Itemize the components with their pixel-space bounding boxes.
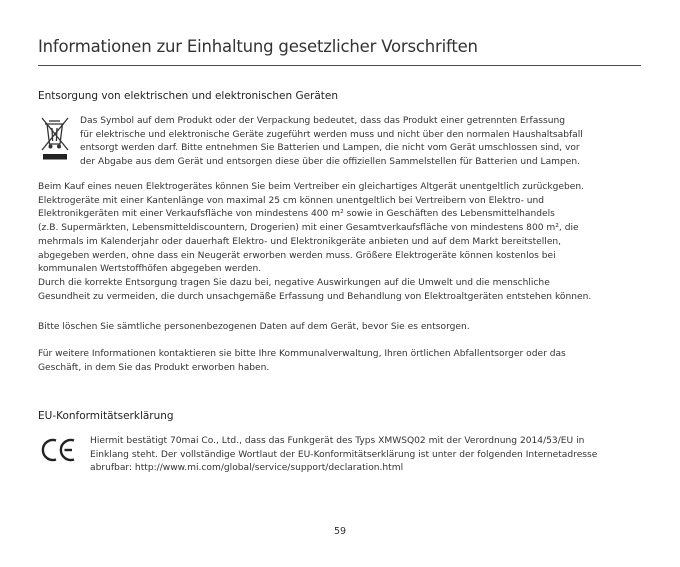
text-line: entsorgt werden darf. Bitte entnehmen Sie Batterien und Lampen, die nicht vom Gerät umschlossen sind, vor: [80, 143, 580, 154]
text-line: abgegeben werden, ohne dass ein Neugerät erworben werden muss. Größere Elektrogeräte können kostenlos bei: [38, 250, 556, 261]
text-line: Für weitere Informationen kontaktieren sie bitte Ihre Kommunalverwaltung, Ihren örtlichen Abfallentsorger oder das: [38, 349, 566, 359]
text-line: Bitte löschen Sie sämtliche personenbezogenen Daten auf dem Gerät, bevor Sie es entsorgen.: [38, 322, 470, 332]
text-line: Das Symbol auf dem Produkt oder der Verpackung bedeutet, dass das Produkt einer getrennten Erfassung: [80, 116, 566, 126]
text-line: Durch die korrekte Entsorgung tragen Sie dazu bei, negative Auswirkungen auf die Umwelt und die menschliche: [38, 277, 550, 288]
text-line: Einklang steht. Der vollständige Wortlaut der EU-Konformitätserklärung ist unter der folgenden Internetadresse: [90, 449, 598, 460]
text-line: kommunalen Wertstoffhöfen abgegeben werden.: [38, 264, 262, 275]
title-divider: [38, 65, 641, 66]
text-line: Hiermit bestätigt 70mai Co., Ltd., dass das Funkgerät des Typs XMWSQ02 mit der Verordnung 2014/53/EU in: [90, 436, 585, 446]
delete-data-text: [38, 321, 470, 335]
text-line: abrufbar: http://www.mi.com/global/service/support/declaration.html: [90, 463, 404, 474]
contact-text: [38, 348, 566, 375]
disposal-heading: Entsorgung von elektrischen und elektronischen Geräten: [38, 90, 339, 102]
text-line: Geschäft, in dem Sie das Produkt erworben haben.: [38, 362, 270, 373]
text-line: (z.B. Supermärkten, Lebensmitteldiscountern, Drogerien) mit einer Gesamtverkaufsfläche von mindestens 800 m², die: [38, 223, 579, 234]
text-line: für elektrische und elektronische Geräte zugeführt werden muss und nicht über den normalen Haushaltsabfall: [80, 129, 583, 140]
ce-mark-icon: [41, 437, 81, 463]
text-line: Beim Kauf eines neuen Elektrogerätes können Sie beim Vertreiber ein gleichartiges Altgerät unentgeltlich zurückgeben.: [38, 182, 584, 192]
text-line: mehrmals im Kalenderjahr oder dauerhaft Elektro- und Elektronikgeräte anbieten und auf dem Markt bereitstellen,: [38, 236, 562, 247]
text-line: Elektrogeräte mit einer Kantenlänge von maximal 25 cm können unentgeltlich bei Vertreibern von Elektro- und: [38, 195, 545, 206]
text-line: Elektronikgeräten mit einer Verkaufsfläche von mindestens 400 m² sowie in Geschäften des Lebensmittelhandels: [38, 209, 555, 220]
eu-heading: EU-Konformitätserklärung: [38, 410, 174, 422]
page-number: 59: [333, 526, 347, 537]
disposal-symbol-text: [80, 115, 583, 170]
page-title: Informationen zur Einhaltung gesetzlicher Vorschriften: [38, 37, 478, 56]
crossed-out-wheelie-bin-icon: [40, 116, 70, 162]
eu-declaration-text: [90, 435, 597, 476]
text-line: Gesundheit zu vermeiden, die durch unsachgemäße Erfassung und Behandlung von Elektroaltgeräten entstehen können.: [38, 291, 592, 302]
text-line: der Abgabe aus dem Gerät und entsorgen diese über die offiziellen Sammelstellen für Batterien und Lampen.: [80, 157, 581, 168]
disposal-purchase-text: [38, 181, 591, 304]
